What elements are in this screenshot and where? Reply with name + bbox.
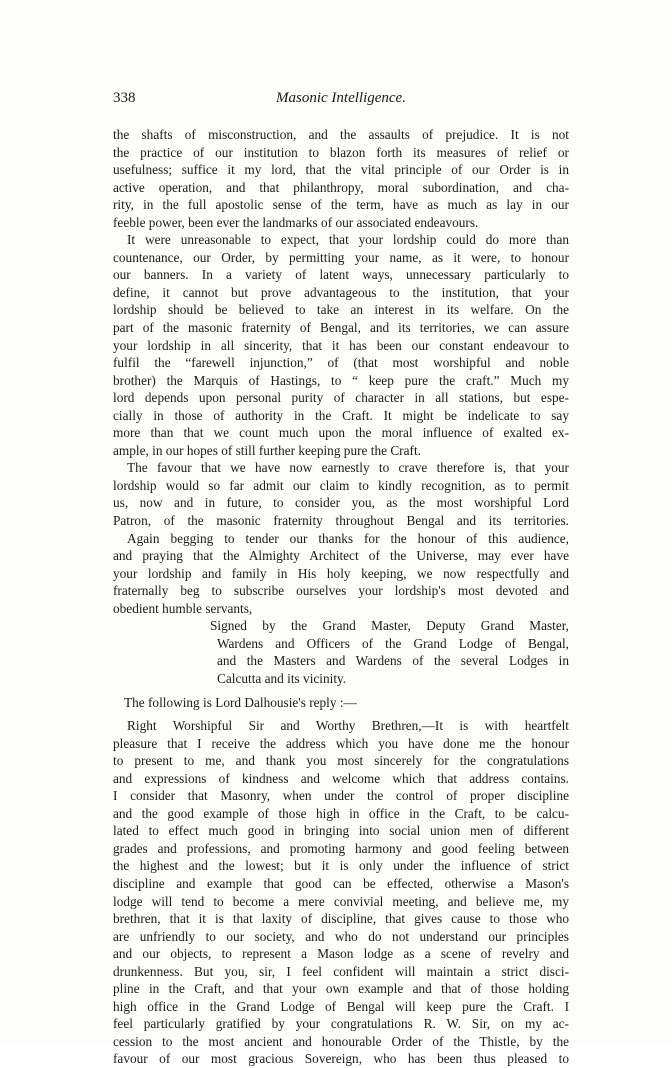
- text-line: countenance, our Order, by permitting your name, as it were, to honour: [113, 249, 569, 265]
- text-line: and expressions of kindness and welcome which that address contains.: [113, 770, 569, 786]
- text-line: more than that we count much upon the moral influence of exalted ex-: [113, 425, 569, 441]
- text-line: your lordship in all sincerity, that it has been our constant endeavour to: [113, 337, 569, 353]
- text-line: I consider that Masonry, when under the control of proper discipline: [113, 788, 569, 804]
- text-line: brother) the Marquis of Hastings, to “ keep pure the craft.” Much my: [113, 372, 569, 388]
- text-line: fulfil the “farewell injunction,” of (that most worshipful and noble: [113, 355, 569, 371]
- text-line: the highest and the lowest; but it is only under the influence of strict: [113, 858, 569, 874]
- text-line: us, now and in future, to consider you, as the most worshipful Lord: [113, 495, 569, 511]
- text-line: to present to me, and thank you most sincerely for the congratulations: [113, 753, 569, 769]
- reply-intro: The following is Lord Dalhousie's reply :—: [124, 694, 357, 710]
- text-line: rity, in the full apostolic sense of the term, have as much as lay in our: [113, 197, 569, 213]
- text-line: and the good example of those high in office in the Craft, to be calcu-: [113, 805, 569, 821]
- text-line: our banners. In a variety of latent ways, unnecessary particularly to: [113, 267, 569, 283]
- page-header: [113, 90, 569, 110]
- text-line: obedient humble servants,: [113, 600, 253, 616]
- text-line: pline in the Craft, and that your own example and that of those holding: [113, 981, 569, 997]
- signature-line: Calcutta and its vicinity.: [217, 670, 347, 686]
- text-line: The favour that we have now earnestly to crave therefore is, that your: [127, 460, 569, 476]
- text-line: grades and professions, and promoting harmony and good feeling between: [113, 840, 569, 856]
- text-line: lodge will tend to become a mere convivial meeting, and believe me, my: [113, 893, 569, 909]
- text-line: Right Worshipful Sir and Worthy Brethren,—It is with heartfelt: [127, 718, 569, 734]
- body-text: [113, 126, 569, 1068]
- text-line: ample, in our hopes of still further keeping pure the Craft.: [113, 442, 421, 458]
- text-line: It were unreasonable to expect, that your lordship could do more than: [127, 232, 569, 248]
- text-line: the shafts of misconstruction, and the assaults of prejudice. It is not: [113, 127, 569, 142]
- text-line: brethren, that it is that laxity of discipline, that gives cause to those who: [113, 911, 569, 927]
- text-line: lordship would so far admit our claim to kindly recognition, as to permit: [113, 477, 569, 493]
- text-line: favour of our most gracious Sovereign, who has been thus pleased to: [113, 1051, 569, 1067]
- text-line: high office in the Grand Lodge of Bengal will keep pure the Craft. I: [113, 998, 569, 1014]
- text-line: and praying that the Almighty Architect of the Universe, may ever have: [113, 548, 569, 564]
- text-line: lated to effect much good in bringing into social union men of different: [113, 823, 569, 839]
- text-line: cession to the most ancient and honourable Order of the Thistle, by the: [113, 1033, 569, 1049]
- text-line: your lordship and family in His holy keeping, we now respectfully and: [113, 565, 569, 581]
- text-line: pleasure that I receive the address which you have done me the honour: [113, 735, 569, 751]
- text-line: define, it cannot but prove advantageous to the institution, that your: [113, 284, 569, 300]
- text-line: the practice of our institution to blazon forth its measures of relief or: [113, 144, 569, 160]
- signature-line: Signed by the Grand Master, Deputy Grand Master,: [210, 618, 569, 634]
- text-line: Patron, of the masonic fraternity throughout Bengal and its territories.: [113, 513, 569, 529]
- text-line: and our objects, to represent a Mason lodge as a scene of revelry and: [113, 946, 569, 962]
- text-line: drunkenness. But you, sir, I feel confident will maintain a strict disci-: [113, 963, 569, 979]
- text-line: cially in those of authority in the Craft. It might be indelicate to say: [113, 407, 569, 423]
- text-line: are unfriendly to our society, and who do not understand our principles: [113, 928, 569, 944]
- text-line: lordship should be believed to take an interest in its welfare. On the: [113, 302, 569, 318]
- signature-line: and the Masters and Wardens of the several Lodges in: [217, 653, 569, 669]
- text-line: part of the masonic fraternity of Bengal, and its territories, we can assure: [113, 320, 569, 336]
- text-line: usefulness; suffice it my lord, that the vital principle of our Order is in: [113, 162, 569, 178]
- text-line: feel particularly gratified by your congratulations R. W. Sir, on my ac-: [113, 1016, 569, 1032]
- text-line: Again begging to tender our thanks for the honour of this audience,: [127, 530, 569, 546]
- page-number: 338: [113, 90, 136, 106]
- text-line: active operation, and that philanthropy, moral subordination, and cha-: [113, 179, 569, 195]
- signature-line: Wardens and Officers of the Grand Lodge of Bengal,: [217, 635, 569, 651]
- running-title: Masonic Intelligence.: [276, 90, 406, 106]
- text-line: feeble power, been ever the landmarks of our associated endeavours.: [113, 214, 479, 230]
- text-line: discipline and example that good can be effected, otherwise a Mason's: [113, 875, 569, 891]
- text-line: lord depends upon personal purity of character in all stations, but espe-: [113, 390, 569, 406]
- text-line: fraternally beg to subscribe ourselves your lordship's most devoted and: [113, 583, 569, 599]
